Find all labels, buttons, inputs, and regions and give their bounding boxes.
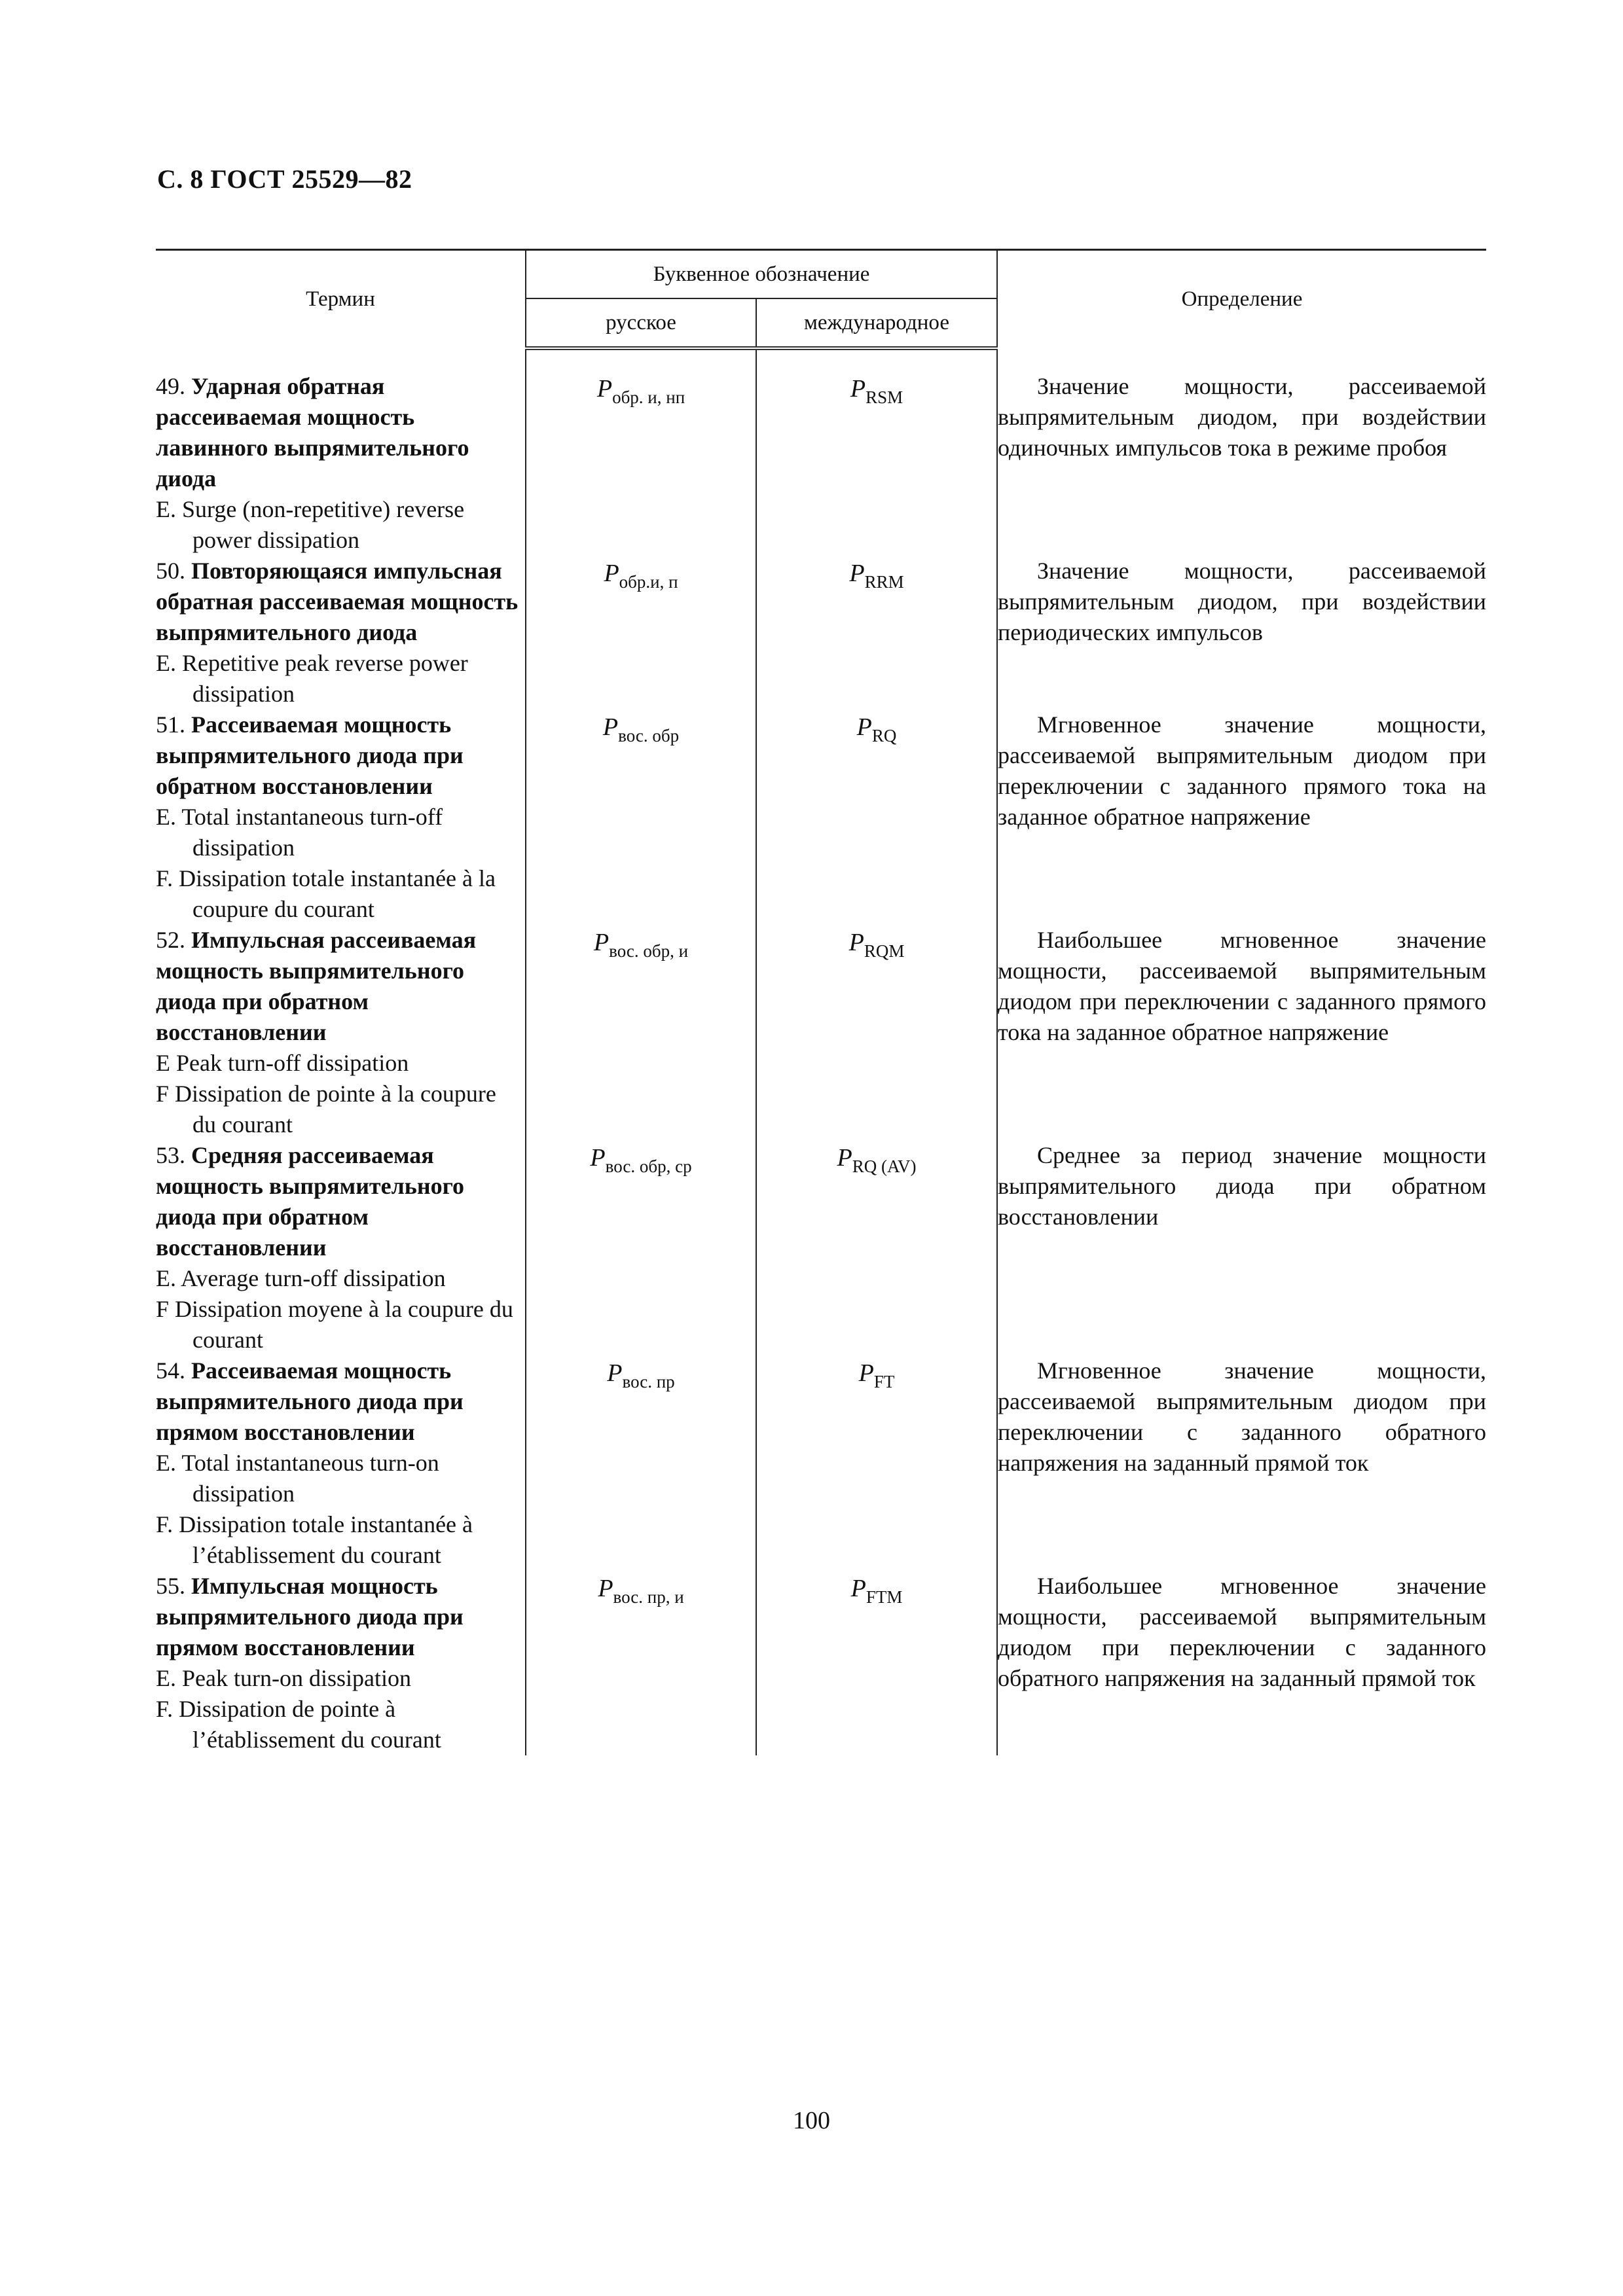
term-name: Ударная обратная рассеиваемая мощность лавинного выпрямительного диода (156, 373, 469, 492)
international-symbol-cell (756, 371, 997, 556)
term-equivalent: F. Dissipation totale instantanée à la coupure du courant (156, 865, 496, 922)
term-equivalent: E Peak turn-off dissipation (156, 1050, 409, 1076)
term-equivalent: E. Total instantaneous turn-on dissipation (156, 1450, 439, 1507)
definition-cell (997, 925, 1486, 1140)
table-row (156, 371, 1486, 556)
russian-symbol: $P_{вос. обр, ср}$ (590, 1144, 692, 1176)
russian-symbol-cell (526, 556, 756, 709)
international-symbol-cell (756, 1140, 997, 1355)
international-symbol-cell (756, 1355, 997, 1571)
international-symbol: $P_{FT}$ (858, 1359, 895, 1391)
russian-symbol-cell (526, 709, 756, 925)
definition-text: Значение мощности, рассеиваемой выпрямительным диодом, при воздействии одиночных импульсов тока в режиме пробоя (998, 373, 1486, 461)
russian-symbol-cell (526, 371, 756, 556)
term-name: Импульсная мощность выпрямительного диода при прямом восстановлении (156, 1573, 464, 1660)
term-equivalent: F Dissipation moyene à la coupure du courant (156, 1296, 513, 1353)
definition-cell (997, 371, 1486, 556)
term-number: 53. (156, 1142, 185, 1168)
term-equivalent: E. Total instantaneous turn-off dissipation (156, 804, 443, 861)
term-number: 51. (156, 711, 185, 738)
term-number: 49. (156, 373, 185, 399)
definition-cell (997, 556, 1486, 709)
term-name: Импульсная рассеиваемая мощность выпрямительного диода при обратном восстановлении (156, 927, 477, 1045)
definition-text: Наибольшее мгновенное значение мощности, рассеиваемой выпрямительным диодом при переключении с заданного прямого тока на заданное обратное напряжение (998, 927, 1486, 1045)
table-row (156, 1571, 1486, 1755)
term-title (156, 1355, 525, 1448)
definition-cell (997, 1355, 1486, 1571)
russian-symbol: $P_{вос. пр}$ (607, 1359, 675, 1391)
term-title (156, 925, 525, 1048)
column-header-definition: Определение (997, 250, 1486, 349)
table-row (156, 709, 1486, 925)
international-symbol: $P_{RQ (AV)}$ (837, 1144, 917, 1176)
term-cell (156, 1571, 526, 1755)
term-name: Рассеиваемая мощность выпрямительного диода при прямом восстановлении (156, 1357, 464, 1445)
term-name: Рассеиваемая мощность выпрямительного диода при обратном восстановлении (156, 711, 464, 799)
table-row (156, 556, 1486, 709)
term-equivalent: E. Surge (non-repetitive) reverse power dissipation (156, 496, 465, 553)
russian-symbol-cell (526, 1355, 756, 1571)
definition-text: Значение мощности, рассеиваемой выпрямительным диодом, при воздействии периодических импульсов (998, 558, 1486, 645)
russian-symbol-cell (526, 1140, 756, 1355)
term-equivalent: F. Dissipation de pointe à l’établissement du courant (156, 1696, 441, 1753)
term-cell (156, 709, 526, 925)
term-name: Повторяющаяся импульсная обратная рассеиваемая мощность выпрямительного диода (156, 558, 519, 645)
page-header: С. 8 ГОСТ 25529—82 (157, 164, 412, 194)
definition-text: Мгновенное значение мощности, рассеиваемой выпрямительным диодом при переключении с заданного прямого тока на заданное обратное напряжение (998, 711, 1486, 830)
russian-symbol: $P_{обр. и, нп}$ (596, 375, 685, 407)
term-equivalent: E. Repetitive peak reverse power dissipation (156, 650, 468, 707)
column-header-russian: русское (526, 298, 756, 348)
table-row (156, 1355, 1486, 1571)
definition-cell (997, 1571, 1486, 1755)
term-equivalent: F. Dissipation totale instantanée à l’établissement du courant (156, 1511, 473, 1568)
definition-text: Мгновенное значение мощности, рассеиваемой выпрямительным диодом при переключении с заданного обратного напряжения на заданный прямой ток (998, 1357, 1486, 1476)
international-symbol-cell (756, 556, 997, 709)
term-title (156, 556, 525, 648)
term-title (156, 1571, 525, 1663)
term-title (156, 709, 525, 802)
term-cell (156, 1140, 526, 1355)
international-symbol-cell (756, 709, 997, 925)
international-symbol: $P_{RRM}$ (849, 560, 904, 592)
russian-symbol-cell (526, 1571, 756, 1755)
term-equivalent: E. Average turn-off dissipation (156, 1265, 446, 1291)
table-row (156, 1140, 1486, 1355)
term-equivalent: F Dissipation de pointe à la coupure du courant (156, 1081, 496, 1138)
column-header-term: Термин (156, 250, 526, 349)
term-cell (156, 925, 526, 1140)
international-symbol: $P_{FTM}$ (850, 1575, 903, 1607)
russian-symbol: $P_{вос. пр, и}$ (598, 1575, 684, 1607)
term-number: 54. (156, 1357, 185, 1384)
term-title (156, 1140, 525, 1263)
term-cell (156, 371, 526, 556)
term-cell (156, 1355, 526, 1571)
term-number: 50. (156, 558, 185, 584)
table-row (156, 925, 1486, 1140)
definition-cell (997, 1140, 1486, 1355)
terms-table (156, 249, 1486, 1755)
definition-text: Наибольшее мгновенное значение мощности, рассеиваемой выпрямительным диодом при переключении с заданного обратного напряжения на заданный прямой ток (998, 1573, 1486, 1691)
term-number: 55. (156, 1573, 185, 1599)
term-title (156, 371, 525, 494)
term-name: Средняя рассеиваемая мощность выпрямительного диода при обратном восстановлении (156, 1142, 465, 1261)
international-symbol: $P_{RQ}$ (856, 713, 897, 745)
term-equivalent: E. Peak turn-on dissipation (156, 1665, 411, 1691)
international-symbol: $P_{RSM}$ (850, 375, 903, 407)
page-number: 100 (793, 2107, 830, 2134)
international-symbol: $P_{RQM}$ (848, 929, 905, 961)
international-symbol-cell (756, 1571, 997, 1755)
russian-symbol-cell (526, 925, 756, 1140)
russian-symbol: $P_{вос. обр}$ (602, 713, 680, 745)
term-cell (156, 556, 526, 709)
column-header-symbol-group: Буквенное обозначение (526, 250, 997, 299)
russian-symbol: $P_{вос. обр, и}$ (593, 929, 689, 961)
definition-cell (997, 709, 1486, 925)
column-header-international: международное (756, 298, 997, 348)
definition-text: Среднее за период значение мощности выпрямительного диода при обратном восстановлении (998, 1142, 1486, 1230)
russian-symbol: $P_{обр.и, п}$ (604, 560, 678, 592)
international-symbol-cell (756, 925, 997, 1140)
term-number: 52. (156, 927, 185, 953)
